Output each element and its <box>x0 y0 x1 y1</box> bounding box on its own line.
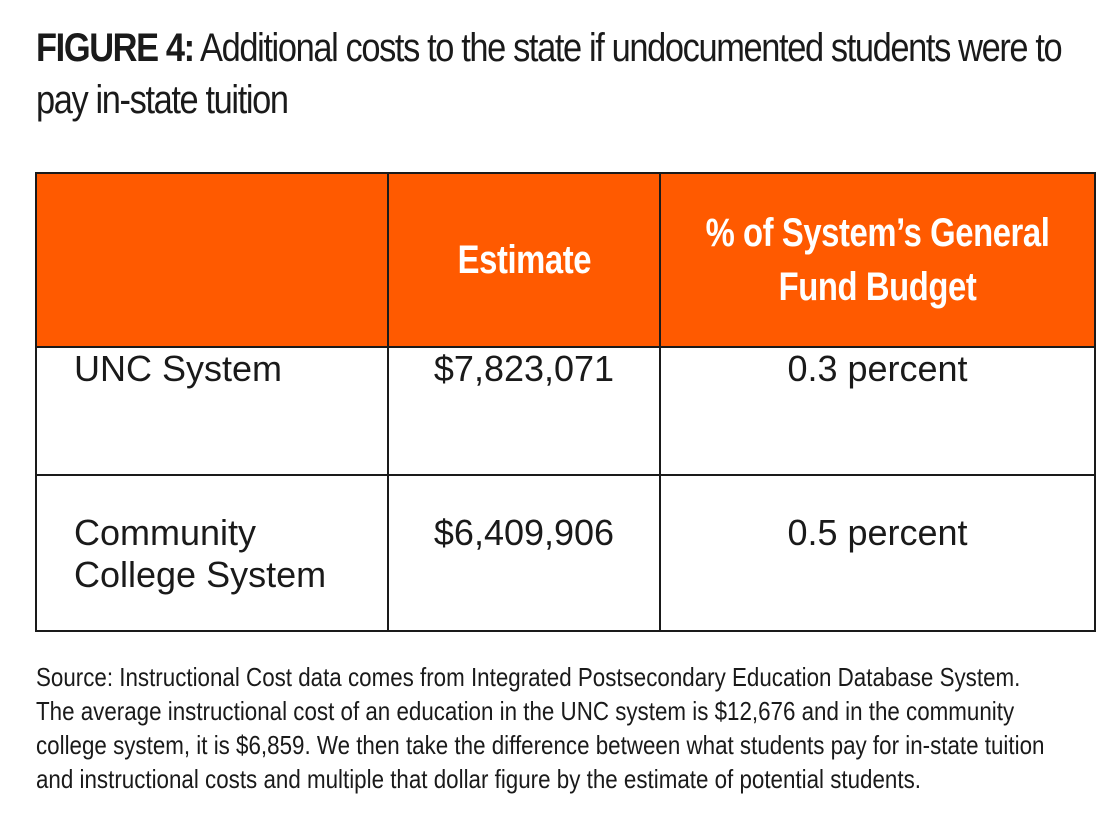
system-cell: Community College System <box>36 475 388 631</box>
percent-cell: 0.3 percent <box>660 347 1095 475</box>
table-row <box>36 347 1095 475</box>
estimate-cell: $7,823,071 <box>388 347 660 475</box>
figure-title-text: Additional costs to the state if undocumented students were to pay in-state tuition <box>36 26 1062 122</box>
figure-label: FIGURE 4: <box>36 26 194 70</box>
estimate-cell: $6,409,906 <box>388 475 660 631</box>
table-header-row <box>36 173 1095 347</box>
header-blank <box>36 173 388 347</box>
figure-title <box>36 22 1085 126</box>
system-cell: UNC System <box>36 347 388 475</box>
table-row <box>36 475 1095 631</box>
header-percent-budget: % of System’s General Fund Budget <box>660 173 1095 347</box>
header-estimate: Estimate <box>388 173 660 347</box>
percent-cell: 0.5 percent <box>660 475 1095 631</box>
source-note: Source: Instructional Cost data comes from Integrated Postsecondary Education Database System. The average instructional cost of an education in the UNC system is $12,676 and in the community college system, it is $6,859. We then take the difference between what students pay for in-state tuition and instructional costs and multiple that dollar figure by the estimate of potential students. <box>36 662 1045 794</box>
cost-table <box>35 172 1096 632</box>
